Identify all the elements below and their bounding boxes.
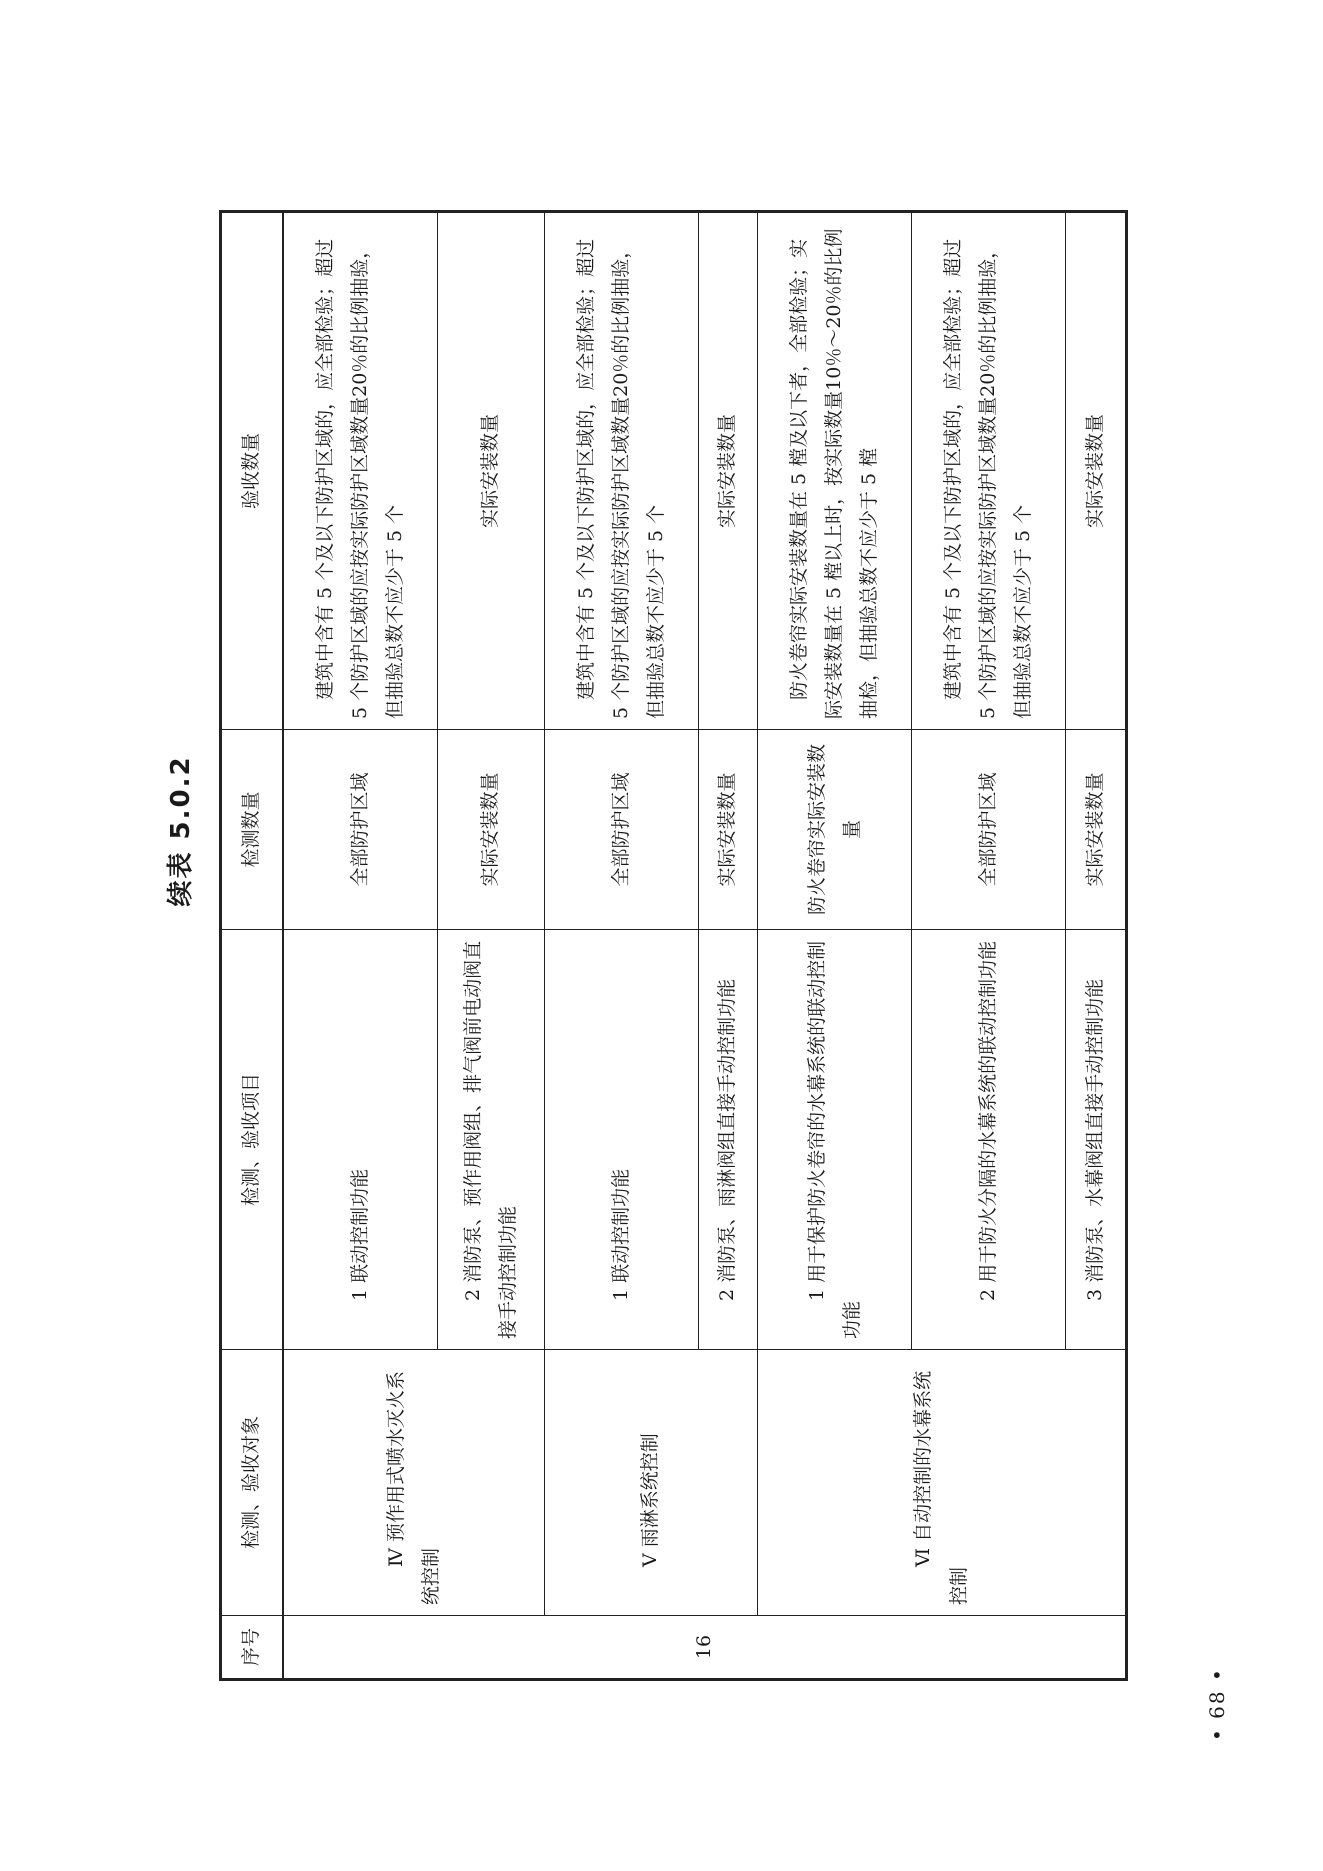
item-cell: 1 联动控制功能: [544, 930, 698, 1350]
header-range: 检测数量: [221, 730, 284, 930]
item-cell: 1 联动控制功能: [283, 930, 438, 1350]
header-quantity: 验收数量: [221, 212, 284, 730]
range-cell: 全部防护区域: [912, 730, 1066, 930]
quantity-cell: 防火卷帘实际安装数量在 5 樘及以下者，全部检验；实际安装数量在 5 樘以上时，按实际数量10％～20％的比例抽检，但抽验总数不应少于 5 樘: [758, 212, 912, 730]
quantity-cell: 实际安装数量: [438, 212, 545, 730]
range-cell: 全部防护区域: [283, 730, 438, 930]
item-cell: 3 消防泵、水幕阀组直接手动控制功能: [1066, 930, 1127, 1350]
table-caption: 续表 5.0.2: [166, 755, 196, 907]
page-number: • 68 •: [1205, 1667, 1229, 1741]
range-cell: 实际安装数量: [438, 730, 545, 930]
item-cell: 1 用于保护防火卷帘的水幕系统的联动控制功能: [758, 930, 912, 1350]
quantity-cell: 实际安装数量: [1066, 212, 1127, 730]
object-cell: Ⅳ 预作用式喷水灭火系统控制: [283, 1350, 544, 1616]
item-cell: 2 用于防火分隔的水幕系统的联动控制功能: [912, 930, 1066, 1350]
table-row: [758, 212, 912, 1680]
range-cell: 防火卷帘实际安装数量: [758, 730, 912, 930]
table-header-row: [221, 212, 284, 1680]
quantity-cell: 实际安装数量: [698, 212, 757, 730]
item-cell: 2 消防泵、雨淋阀组直接手动控制功能: [698, 930, 757, 1350]
serial-number-cell: 16: [283, 1616, 1127, 1680]
quantity-cell: 建筑中含有 5 个及以下防护区域的，应全部检验；超过 5 个防护区域的应按实际防护区域数量20％的比例抽验，但抽验总数不应少于 5 个: [283, 212, 438, 730]
object-cell: Ⅵ 自动控制的水幕系统控制: [758, 1350, 1127, 1616]
table-row: [544, 212, 698, 1680]
acceptance-table: [219, 210, 1128, 1681]
table-row: [283, 212, 438, 1680]
range-cell: 实际安装数量: [698, 730, 757, 930]
quantity-cell: 建筑中含有 5 个及以下防护区域的，应全部检验；超过 5 个防护区域的应按实际防护区域数量20％的比例抽验，但抽验总数不应少于 5 个: [544, 212, 698, 730]
header-serial: 序号: [221, 1616, 284, 1680]
quantity-cell: 建筑中含有 5 个及以下防护区域的，应全部检验；超过 5 个防护区域的应按实际防护区域数量20％的比例抽验，但抽验总数不应少于 5 个: [912, 212, 1066, 730]
header-object: 检测、验收对象: [221, 1350, 284, 1616]
object-cell: Ⅴ 雨淋系统控制: [544, 1350, 757, 1616]
header-item: 检测、验收项目: [221, 930, 284, 1350]
range-cell: 实际安装数量: [1066, 730, 1127, 930]
item-cell: 2 消防泵、预作用阀组、排气阀前电动阀直接手动控制功能: [438, 930, 545, 1350]
range-cell: 全部防护区域: [544, 730, 698, 930]
